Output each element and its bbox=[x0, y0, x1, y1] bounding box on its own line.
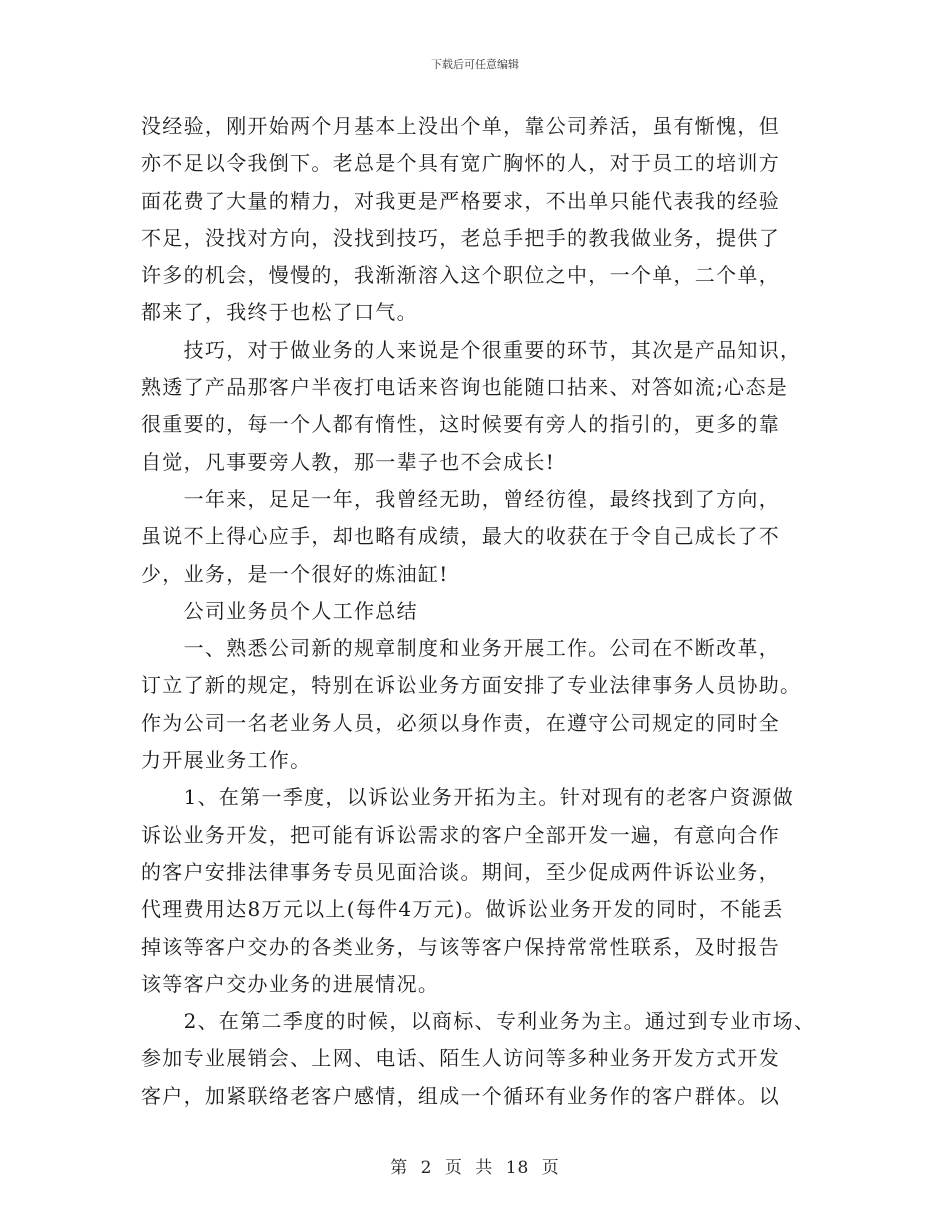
page-header: 下载后可任意编辑 bbox=[431, 58, 519, 71]
text-line: 一年来，足足一年，我曾经无助，曾经彷徨，最终找到了方向， bbox=[141, 486, 780, 511]
text-line: 一、熟悉公司新的规章制度和业务开展工作。公司在不断改革， bbox=[141, 636, 780, 661]
footer-total-pages: 18 bbox=[505, 1158, 530, 1178]
text-line: 掉该等客户交办的各类业务，与该等客户保持常常性联系，及时报告 bbox=[141, 934, 780, 959]
text-line: 自觉，凡事要旁人教，那一辈子也不会成长! bbox=[141, 449, 556, 474]
text-line: 2、在第二季度的时候，以商标、专利业务为主。通过到专业市场、 bbox=[141, 1009, 816, 1034]
text-line: 作为公司一名老业务人员，必须以身作责，在遵守公司规定的同时全 bbox=[141, 710, 780, 735]
text-line: 都来了，我终于也松了口气。 bbox=[141, 300, 418, 325]
text-line: 代理费用达8万元以上(每件4万元)。做诉讼业务开发的同时，不能丢 bbox=[141, 897, 784, 922]
footer-label-ye-end: 页 bbox=[541, 1158, 560, 1178]
text-line: 不足，没找对方向，没找到技巧，老总手把手的教我做业务，提供了 bbox=[141, 225, 780, 250]
text-line: 技巧，对于做业务的人来说是个很重要的环节，其次是产品知识， bbox=[141, 337, 802, 362]
text-line: 面花费了大量的精力，对我更是严格要求，不出单只能代表我的经验 bbox=[141, 188, 780, 213]
document-body bbox=[141, 108, 821, 1115]
text-line: 很重要的，每一个人都有惰性，这时候要有旁人的指引的，更多的靠 bbox=[141, 412, 780, 437]
text-line: 亦不足以令我倒下。老总是个具有宽广胸怀的人，对于员工的培训方 bbox=[141, 151, 780, 176]
text-line: 该等客户交办业务的进展情况。 bbox=[141, 971, 440, 996]
text-line: 没经验，刚开始两个月基本上没出个单，靠公司养活，虽有惭愧，但 bbox=[141, 114, 780, 138]
text-line: 参加专业展销会、上网、电话、陌生人访问等多种业务开发方式开发 bbox=[141, 1046, 780, 1071]
text-line: 客户，加紧联络老客户感情，组成一个循环有业务作的客户群体。以 bbox=[141, 1083, 780, 1108]
text-line: 力开展业务工作。 bbox=[141, 748, 312, 773]
footer-current-page: 2 bbox=[420, 1158, 433, 1178]
footer-label-gong: 共 bbox=[475, 1158, 494, 1178]
text-line: 公司业务员个人工作总结 bbox=[141, 598, 418, 623]
text-line: 虽说不上得心应手，却也略有成绩，最大的收获在于令自己成长了不 bbox=[141, 524, 780, 549]
text-line: 许多的机会，慢慢的，我渐渐溶入这个职位之中，一个单，二个单， bbox=[141, 263, 780, 288]
page-footer bbox=[0, 1153, 950, 1178]
text-line: 诉讼业务开发，把可能有诉讼需求的客户全部开发一遍，有意向合作 bbox=[141, 822, 780, 847]
text-line: 熟透了产品那客户半夜打电话来咨询也能随口拈来、对答如流;心态是 bbox=[141, 375, 789, 400]
footer-label-ye: 页 bbox=[444, 1158, 463, 1178]
text-line: 少，业务，是一个很好的炼油缸! bbox=[141, 561, 449, 586]
text-line: 1、在第一季度，以诉讼业务开拓为主。针对现有的老客户资源做 bbox=[141, 785, 795, 810]
footer-label-di: 第 bbox=[390, 1158, 409, 1178]
text-line: 的客户安排法律事务专员见面洽谈。期间，至少促成两件诉讼业务， bbox=[141, 859, 780, 884]
text-line: 订立了新的规定，特别在诉讼业务方面安排了专业法律事务人员协助。 bbox=[141, 673, 802, 698]
